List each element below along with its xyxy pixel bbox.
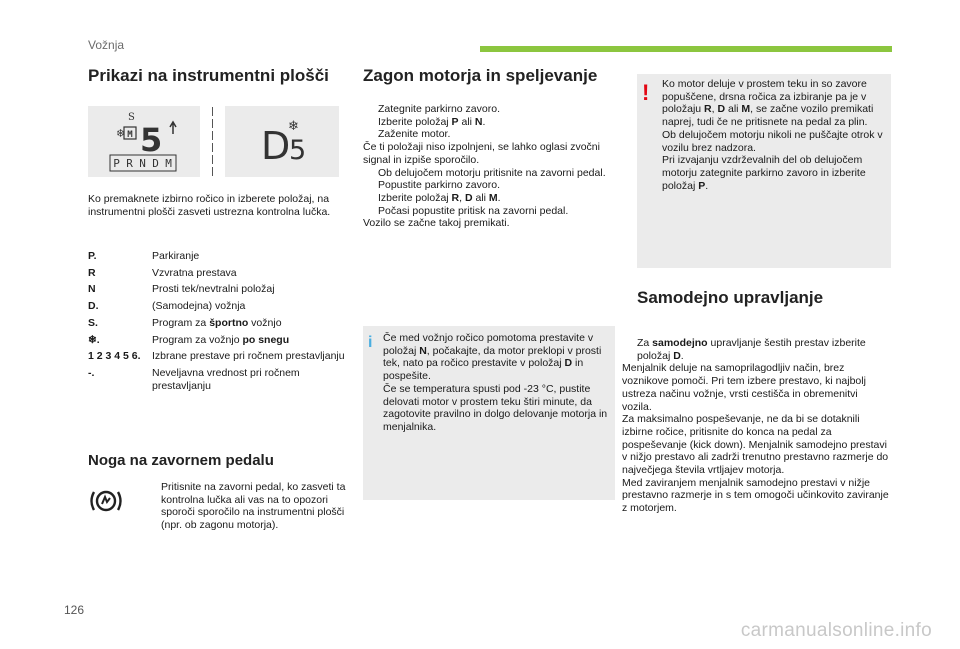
info-icon: i	[368, 334, 373, 351]
list-item: 1 2 3 4 5 6. Izbrane prestave pri ročnem prestavljanju	[88, 350, 345, 363]
brake-pedal-icon	[88, 486, 124, 516]
snow-icon: ❄	[116, 127, 126, 140]
bullet-icon	[146, 481, 161, 532]
upshift-arrow-icon	[170, 122, 176, 134]
list-item: D. (Samodejna) vožnja	[88, 300, 246, 313]
start-steps: Zategnite parkirno zavoro. Izberite položaj P ali N. Zaženite motor. Če ti položaji niso izpolnjeni, se lahko oglasi zvočni signal in izpiše sporočilo. Ob delujočem motorju pritisnite na zavorni pedal. Popustite parkirno zavoro. Izberite položaj R, D ali M. Počasi popustite pritisk na zavorni pedal. Vozilo se začne takoj premikati.	[363, 103, 606, 230]
watermark: carmanualsonline.info	[740, 620, 932, 641]
list-item: R Vzvratna prestava	[88, 266, 237, 279]
brake-instruction: Pritisnite na zavorni pedal, ko zasveti ta kontrolna lučka ali vas na to opozori sporoči sporočilo na instrumentni plošči (npr. ob zagonu motorja).	[146, 481, 346, 532]
list-item: S. Program za športno vožnjo	[88, 316, 282, 329]
manual-mode-letter: M	[127, 130, 133, 140]
brake-title: Noga na zavornem pedalu	[88, 452, 274, 469]
section-accent-bar	[480, 46, 892, 52]
gear-strip-n: N	[139, 157, 146, 170]
list-item: P. Parkiranje	[88, 250, 200, 262]
display-separator	[211, 107, 214, 177]
sport-letter: S	[128, 112, 135, 123]
list-item: ❄. Program za vožnjo po snegu	[88, 333, 290, 346]
gear-strip-p: P	[113, 157, 120, 170]
section-header: Vožnja	[88, 38, 125, 52]
gear-digit: 5	[140, 121, 163, 159]
drive-letter: D	[261, 124, 291, 168]
auto-title: Samodejno upravljanje	[637, 288, 824, 307]
gear-strip-m: M	[165, 157, 172, 170]
snow-icon: ❄	[288, 119, 299, 134]
gear-strip-r: R	[126, 157, 133, 170]
drive-gear-digit: 5	[289, 135, 307, 166]
start-title: Zagon motorja in speljevanje	[363, 66, 598, 85]
gear-display-manual	[88, 106, 200, 177]
page-number: 126	[64, 603, 85, 617]
gear-strip-d: D	[152, 157, 159, 170]
auto-section: Za samodejno upravljanje šestih prestav izberite položaj D. Menjalnik deluje na samoprilagodljiv način, brez voznikove pomoči. Pri tem izbere prestavo, ki najbolj ustreza načinu vožnje, vrsti cestišča in obremenitvi vozila. Za maksimalno pospeševanje, ne da bi se dotaknili izbirne ročice, pritisnite do konca na pedal za pospeševanje (kick down). Menjalnik samodejno prestavi v nižjo prestavo ali zadrži trenutno prestavno razmerje do največjega števila vrtljajev motorja. Med zaviranjem menjalnik samodejno prestavi v nižje prestavno razmerje in s tem omogoči učinkovito zaviranje z motorjem.	[622, 337, 889, 515]
warning-icon: !	[642, 80, 650, 105]
instrument-intro: Ko premaknete izbirno ročico in izberete položaj, na instrumentni plošči zasveti ustrezna kontrolna lučka.	[88, 193, 331, 218]
gear-list	[88, 250, 348, 396]
list-item: N Prosti tek/nevtralni položaj	[88, 283, 275, 296]
info-note: i Če med vožnjo ročico pomotoma prestavite v položaj N, počakajte, da motor preklopi v prosti tek, nato pa ročico prestavite v položaj D in pospešite. Če se temperatura spusti pod -23 °C, pustite delovati motor v prostem teku štiri minute, da zagotovite pravilno in dolgo delovanje motorja in menjalnika.	[363, 326, 615, 500]
list-item: -. Neveljavna vrednost pri ročnem prestavljanju	[88, 366, 300, 392]
gear-strip	[113, 157, 172, 170]
warning-note: ! Ko motor deluje v prostem teku in so zavore popuščene, drsna ročica za izbiranje pa je v položaju R, D ali M, se začne vozilo premikati naprej, tudi če ne pritisnete na pedal za plin. Ob delujočem motorju nikoli ne puščajte otrok v vozilu brez nadzora. Pri izvajanju vzdrževalnih del ob delujočem motorju zategnite parkirno zavoro in izberite položaj P.	[637, 74, 891, 268]
gear-display-auto	[225, 106, 339, 177]
instrument-title: Prikazi na instrumentni plošči	[88, 66, 329, 85]
